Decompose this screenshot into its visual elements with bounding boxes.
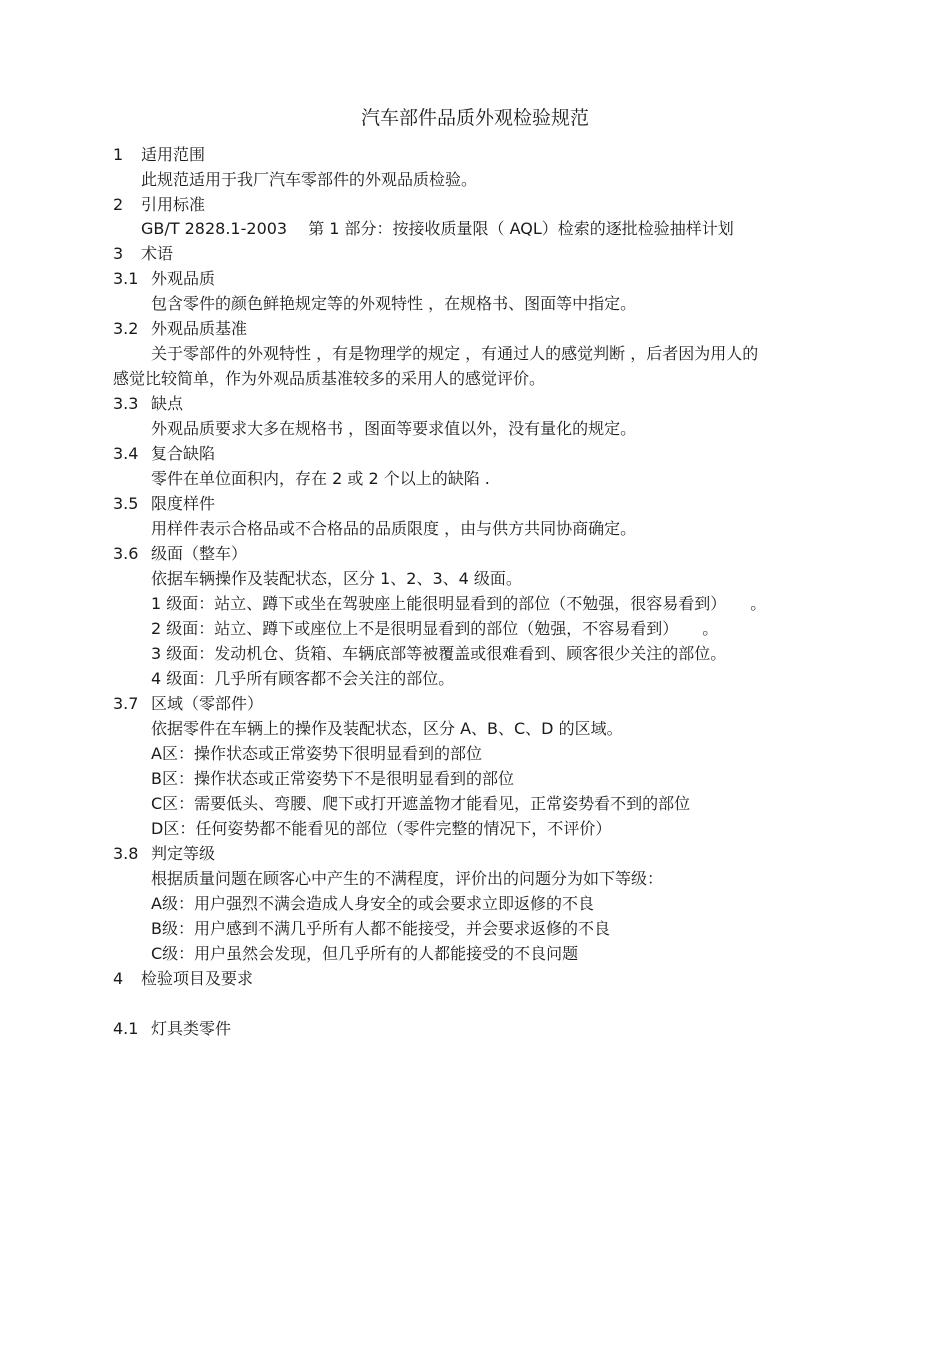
paragraph-line: 依据车辆操作及装配状态，区分 1、2、3、4 级面。 — [151, 569, 522, 588]
list-item: C级：用户虽然会发现，但几乎所有的人都能接受的不良问题 — [151, 944, 579, 963]
subsection-heading: 3.8 判定等级 — [113, 844, 216, 863]
section-heading: 3 术语 — [113, 244, 174, 263]
list-item: D区：任何姿势都不能看见的部位（零件完整的情况下，不评价） — [151, 819, 612, 838]
paragraph-line: 感觉比较简单，作为外观品质基准较多的采用人的感觉评价。 — [113, 369, 546, 388]
list-item: B区：操作状态或正常姿势下不是很明显看到的部位 — [151, 769, 514, 788]
section-heading: 1 适用范围 — [113, 145, 206, 164]
document-title: 汽车部件品质外观检验规范 — [360, 107, 589, 129]
subsection-heading: 3.6 级面（整车） — [113, 544, 248, 563]
section-heading: 2 引用标准 — [113, 195, 206, 214]
subsection-heading: 3.4 复合缺陷 — [113, 444, 216, 463]
paragraph-line: 外观品质要求大多在规格书 ，图面等要求值以外，没有量化的规定。 — [151, 419, 637, 438]
subsection-heading: 3.5 限度样件 — [113, 494, 216, 513]
list-item: 4 级面：几乎所有顾客都不会关注的部位。 — [151, 669, 455, 688]
list-item: A区：操作状态或正常姿势下很明显看到的部位 — [151, 744, 482, 763]
paragraph-line: 依据零件在车辆上的操作及装配状态，区分 A、B、C、D 的区域。 — [151, 719, 623, 738]
paragraph-line: 根据质量问题在顾客心中产生的不满程度，评价出的问题分为如下等级： — [151, 869, 664, 888]
subsection-heading: 3.1 外观品质 — [113, 269, 216, 288]
list-item: C区：需要低头、弯腰、爬下或打开遮盖物才能看见，正常姿势看不到的部位 — [151, 794, 691, 813]
list-item: 1 级面：站立、蹲下或坐在驾驶座上能很明显看到的部位（不勉强，很容易看到） 。 — [151, 594, 767, 613]
paragraph-line: GB/T 2828.1-2003 第 1 部分：按接收质量限（ AQL）检索的逐批检验抽样计划 — [141, 219, 734, 238]
paragraph-line: 此规范适用于我厂汽车零部件的外观品质检验。 — [141, 170, 478, 189]
subsection-heading: 4.1 灯具类零件 — [113, 1019, 232, 1038]
list-item: 2 级面：站立、蹲下或座位上不是很明显看到的部位（勉强，不容易看到） 。 — [151, 619, 719, 638]
subsection-heading: 3.2 外观品质基准 — [113, 319, 248, 338]
list-item: A级：用户强烈不满会造成人身安全的或会要求立即返修的不良 — [151, 894, 594, 913]
paragraph-line: 用样件表示合格品或不合格品的品质限度 ，由与供方共同协商确定。 — [151, 519, 637, 538]
paragraph-line: 零件在单位面积内，存在 2 或 2 个以上的缺陷 . — [151, 469, 490, 488]
list-item: 3 级面：发动机仓、货箱、车辆底部等被覆盖或很难看到、顾客很少关注的部位。 — [151, 644, 727, 663]
paragraph-line: 包含零件的颜色鲜艳规定等的外观特性 ，在规格书、图面等中指定。 — [151, 294, 637, 313]
paragraph-line: 关于零部件的外观特性 ，有是物理学的规定 ，有通过人的感觉判断 ，后者因为用人的 — [151, 344, 759, 363]
list-item: B级：用户感到不满几乎所有人都不能接受，并会要求返修的不良 — [151, 919, 610, 938]
subsection-heading: 3.3 缺点 — [113, 394, 184, 413]
section-heading: 4 检验项目及要求 — [113, 969, 254, 988]
subsection-heading: 3.7 区域（零部件） — [113, 694, 264, 713]
